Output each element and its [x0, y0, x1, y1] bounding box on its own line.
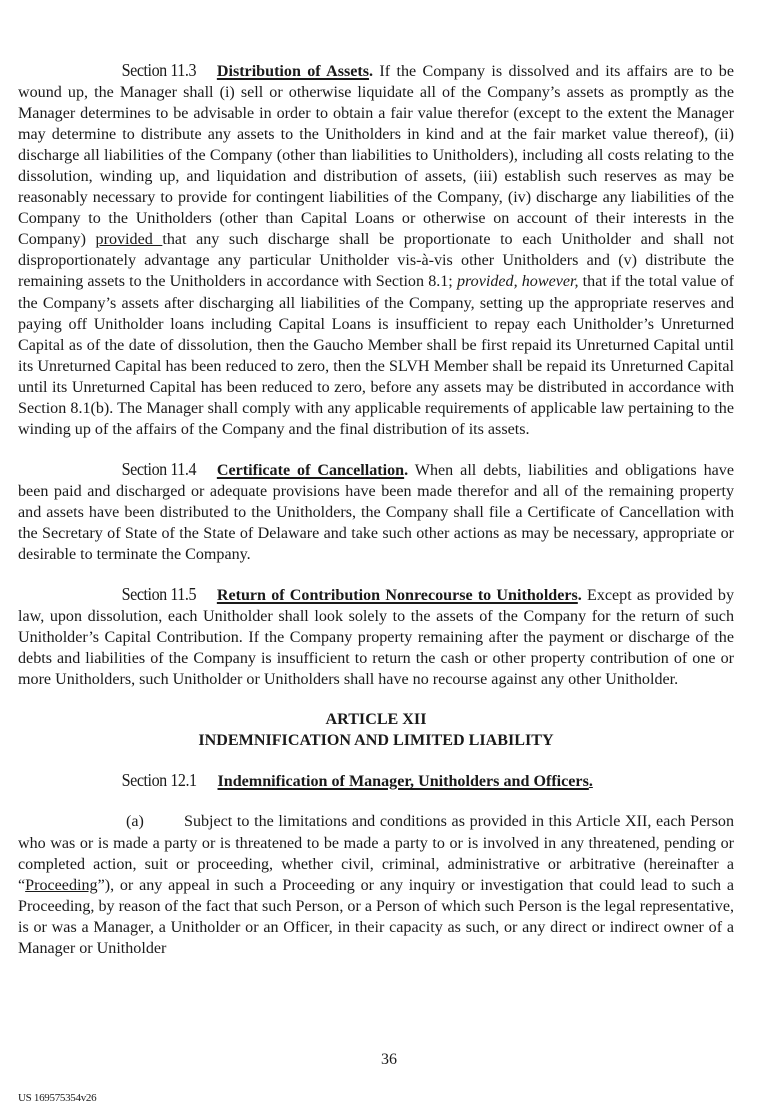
section-title-period: .: [588, 773, 593, 791]
defined-term-proceeding: Proceeding: [25, 876, 98, 894]
article-number: ARTICLE XII: [325, 711, 427, 729]
section-title: Distribution of Assets: [216, 63, 370, 80]
article-title: INDEMNIFICATION AND LIMITED LIABILITY: [198, 732, 554, 750]
section-11-4-paragraph: Section 11.4 Certificate of Cancellation. When all debts, liabilities and obligations have been paid and discharged or adequate provisions have been made therefor and all of the remaining property and assets have been distributed to the Unitholders, the Company shall file a Certificate of Cancellation with the Secretary of State of the State of Delaware and take such other actions as may be necessary, appropriate or desirable to terminate the Company.: [18, 458, 734, 564]
section-number: Section 11.3: [121, 60, 197, 80]
section-body: ”), or any appeal in such a Proceeding or any inquiry or investigation that could lead to such a Proceeding, by reason of the fact that such Person, or a Person of which such Person is the legal representative, is or was a Manager, a Unitholder or an Officer, in their capacity as such, or any direct or indirect owner of a Manager or Unitholder: [18, 876, 734, 957]
section-body: If the Company is dissolved and its affairs are to be wound up, the Manager shall (i) sell or otherwise liquidate all of the Company’s assets as promptly as the Manager determines to be advisable in order to obtain a fair value therefor (except to the extent the Manager may determine to distribute any assets to the Unitholders in kind and at the fair market value thereof), (ii) discharge all liabilities of the Company (other than liabilities to Unitholders), including all costs relating to the dissolution, winding up, and liquidation and distribution of assets, (iii) establish such reserves as may be reasonably necessary to provide for contingent liabilities of the Company, (iv) discharge any liabilities of the Company to the Unitholders (other than Capital Loans or otherwise on account of their interests in the Company): [18, 63, 734, 249]
document-page: [18, 60, 734, 959]
section-body: Except as provided by law, upon dissolution, each Unitholder shall look solely to the assets of the Company for the return of such Unitholder’s Capital Contribution. If the Company property remaining after the payment or discharge of the debts and liabilities of the Company is insufficient to return the cash or other property contribution of one or more Unitholders, such Unitholder or Unitholders shall have no recourse against any other Unitholder.: [18, 587, 734, 689]
section-11-3-paragraph: Section 11.3 Distribution of Assets. If the Company is dissolved and its affairs are to be wound up, the Manager shall (i) sell or otherwise liquidate all of the Company’s assets as promptly as the Manager determines to be advisable in order to obtain a fair value therefor (except to the extent the Manager may determine to distribute any assets to the Unitholders in kind and at the fair market value thereof), (ii) discharge all liabilities of the Company (other than liabilities to Unitholders), including all costs relating to the dissolution, winding up, and liquidation and distribution of assets, (iii) establish such reserves as may be reasonably necessary to provide for contingent liabilities of the Company, (iv) discharge any liabilities of the Company to the Unitholders (other than Capital Loans or otherwise on account of their interests in the Company) provided that any such discharge shall be proportionate to each Unitholder and shall not disproportionately advantage any particular Unitholder vis-à-vis other Unitholders and (v) distribute the remaining assets to the Unitholders in accordance with Section 8.1; provided, however, that if the total value of the Company’s assets after discharging all liabilities of the Company, setting up the appropriate reserves and paying off Unitholder loans including Capital Loans is insufficient to repay each Unitholder’s Unreturned Capital as of the date of dissolution, then the Gaucho Member shall be first repaid its Unreturned Capital until its Unreturned Capital has been reduced to zero, then the SLVH Member shall be repaid its Unreturned Capital until its Unreturned Capital has been reduced to zero, before any assets may be distributed in accordance with Section 8.1(b). The Manager shall comply with any applicable requirements of applicable law pertaining to the winding up of the affairs of the Company and the final distribution of its assets.: [18, 60, 734, 438]
section-number: Section 11.5: [121, 584, 197, 605]
section-title: Return of Contribution Nonrecourse to Unitholders: [216, 587, 578, 605]
provided-however-italic: provided, however,: [456, 273, 579, 291]
section-12-1-a-paragraph: [18, 811, 734, 958]
section-body: When all debts, liabilities and obligations have been paid and discharged or adequate provisions have been made therefor and all of the remaining property and assets have been distributed to the Unitholders, the Company shall file a Certificate of Cancellation with the Secretary of State of the State of Delaware and take such other actions as may be necessary, appropriate or desirable to terminate the Company.: [18, 461, 734, 564]
section-title: Indemnification of Manager, Unitholders and Officers: [217, 773, 589, 791]
section-11-5-paragraph: Section 11.5 Return of Contribution Nonrecourse to Unitholders. Except as provided by law, upon dissolution, each Unitholder shall look solely to the assets of the Company for the return of such Unitholder’s Capital Contribution. If the Company property remaining after the payment or discharge of the debts and liabilities of the Company is insufficient to return the cash or other property contribution of one or more Unitholders, such Unitholder or Unitholders shall have no recourse against any other Unitholder.: [18, 584, 734, 689]
section-number: Section 12.1: [121, 770, 197, 791]
section-body: that if the total value of the Company’s assets after discharging all liabilities of the Company, setting up the appropriate reserves and paying off Unitholder loans including Capital Loans is insufficient to repay each Unitholder’s Unreturned Capital as of the date of dissolution, then the Gaucho Member shall be first repaid its Unreturned Capital until its Unreturned Capital has been reduced to zero, then the SLVH Member shall be repaid its Unreturned Capital until its Unreturned Capital has been reduced to zero, before any assets may be distributed in accordance with Section 8.1(b). The Manager shall comply with any applicable requirements of applicable law pertaining to the winding up of the affairs of the Company and the final distribution of its assets.: [18, 273, 734, 438]
document-id: US 169575354v26: [18, 1092, 97, 1104]
section-body: that any such discharge shall be proportionate to each Unitholder and shall not disproportionately advantage any particular Unitholder vis-à-vis other Unitholders and (v) distribute the remaining assets to the Unitholders in accordance with Section 8.1;: [18, 231, 734, 291]
provided-underlined: provided: [95, 231, 163, 249]
page-number: 36: [381, 1051, 397, 1068]
section-number: Section 11.4: [121, 458, 197, 479]
subsection-label: (a): [126, 813, 144, 831]
section-body: Subject to the limitations and conditions as provided in this Article XII, each Person who was or is made a party or is threatened to be made a party to or is involved in any threatened, pending or completed action, suit or proceeding, whether civil, criminal, administrative or arbitrative (hereinafter a “: [18, 813, 734, 894]
section-title: Certificate of Cancellation: [216, 461, 405, 479]
section-12-1-heading: [18, 770, 734, 792]
